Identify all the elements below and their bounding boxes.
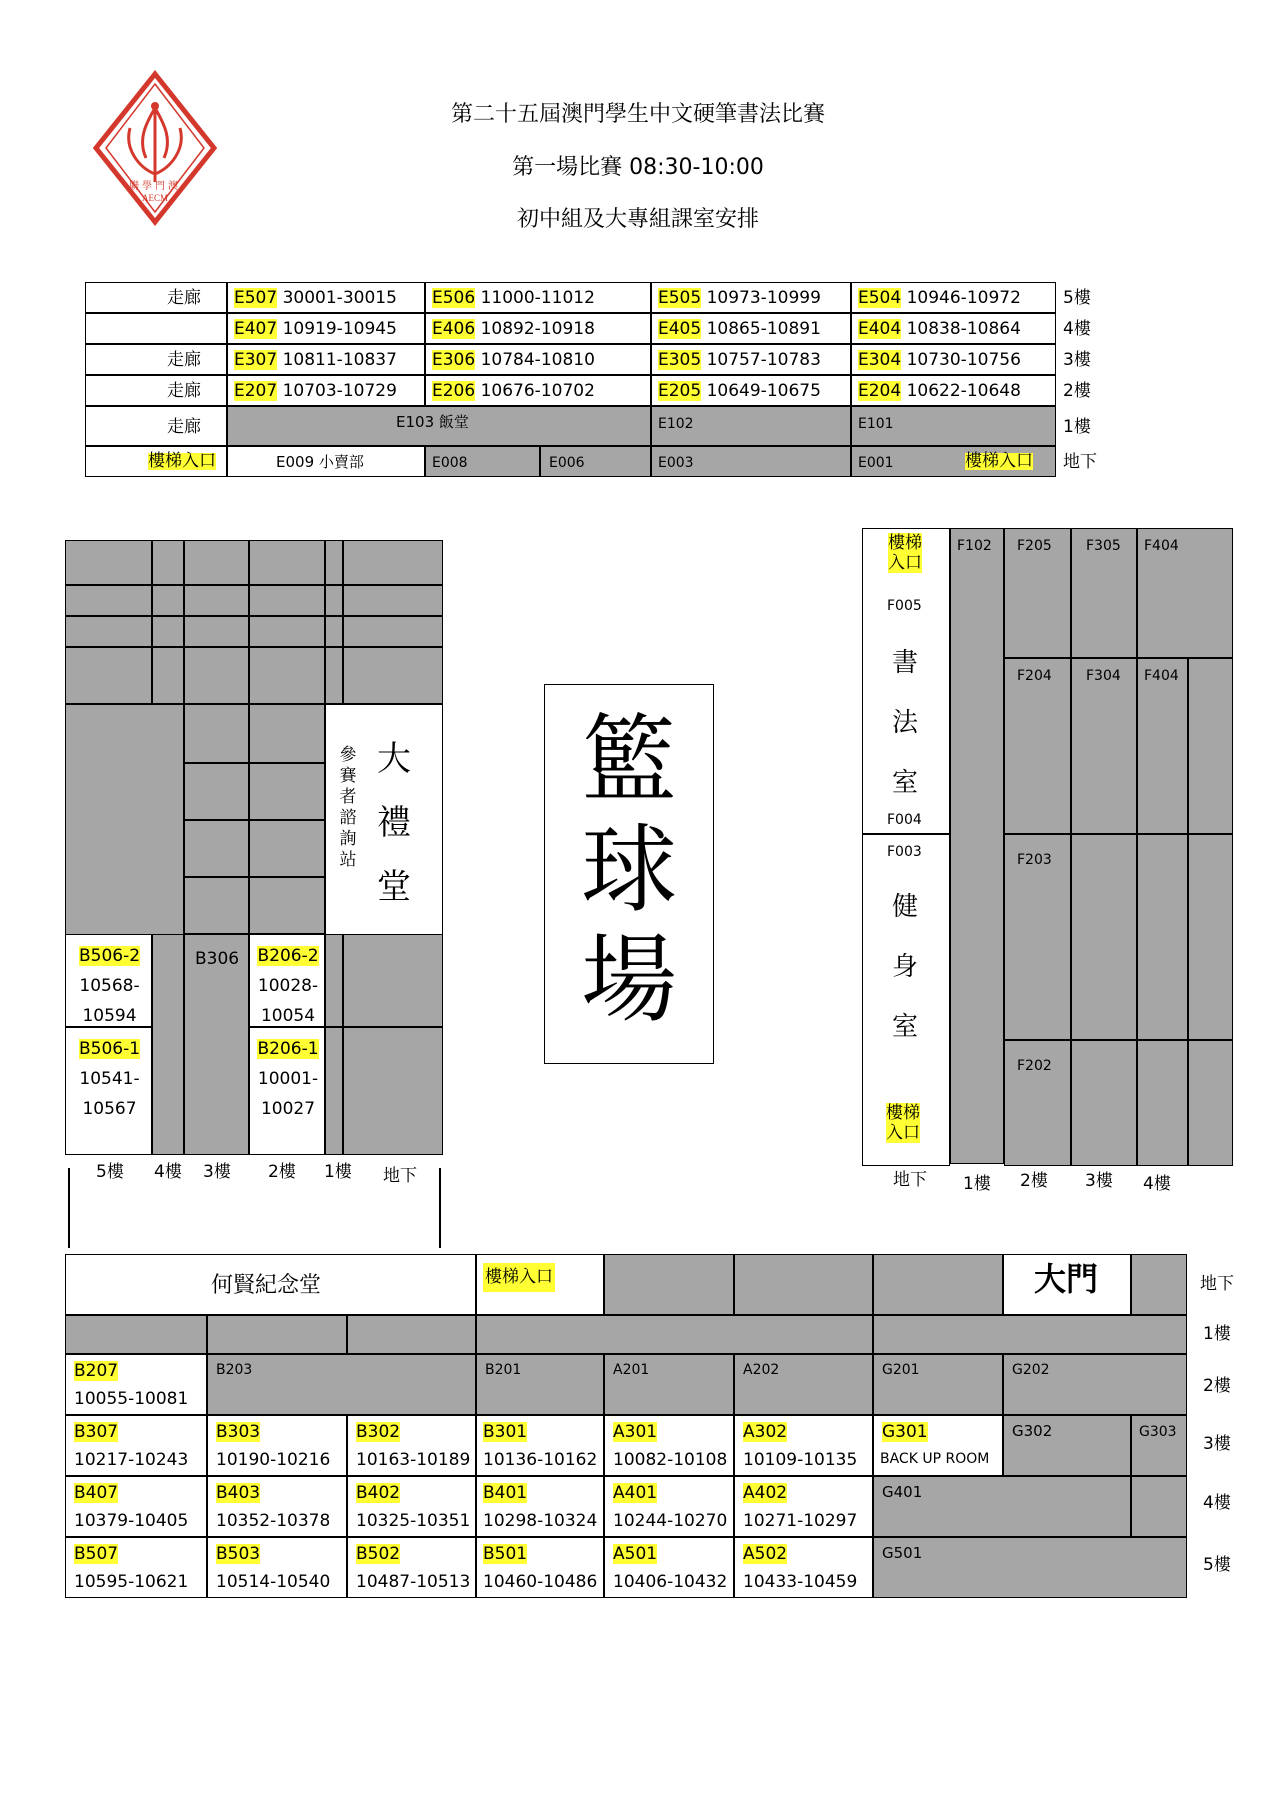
room-b303: B303 10190-10216 [207, 1415, 347, 1476]
room-b501: B501 10460-10486 [476, 1537, 604, 1598]
logo-text: 聯學門澳 [129, 181, 181, 192]
info-desk: 參 賽 者 諮 詢 站 [339, 745, 357, 870]
logo-abbr: AECM [141, 193, 168, 203]
room-a302: A302 10109-10135 [734, 1415, 873, 1476]
room-e307: E307 10811-10837 [227, 344, 425, 375]
room-e404: E404 10838-10864 [851, 313, 1056, 344]
corridor-label: 走廊 [167, 350, 201, 370]
room-g202: G202 [1003, 1354, 1187, 1415]
room-f404: F404 [1137, 658, 1188, 834]
room-e405: E405 10865-10891 [651, 313, 851, 344]
room-b402: B402 10325-10351 [347, 1476, 476, 1537]
room-b403: B403 10352-10378 [207, 1476, 347, 1537]
room-e001: E001 樓梯入口 [851, 446, 1056, 477]
room-f305: F305 [1071, 528, 1137, 658]
room-g303: G303 [1131, 1415, 1187, 1476]
room-b306: B306 [184, 934, 249, 1155]
floor-label: 地下 [383, 1166, 417, 1186]
room-f205: F205 [1004, 528, 1071, 658]
room-e205: E205 10649-10675 [651, 375, 851, 406]
room-e003: E003 [651, 446, 851, 477]
room-e101: E101 [851, 406, 1056, 446]
floor-label: 地下 [1063, 452, 1097, 472]
floor-label: 3樓 [1063, 350, 1091, 370]
room-e505: E505 10973-10999 [651, 282, 851, 313]
room-b207: B207 10055-10081 [65, 1354, 207, 1415]
room-f102: F102 [950, 528, 1004, 1164]
room-a201: A201 [604, 1354, 734, 1415]
floor-label: 5樓 [96, 1162, 124, 1182]
auditorium: 參 賽 者 諮 詢 站 大 禮 堂 [325, 704, 443, 994]
room-g201: G201 [873, 1354, 1003, 1415]
room-f203: F203 [1004, 834, 1071, 1040]
room-b506-2: B506-2 10568- 10594 [65, 934, 152, 1027]
floor-label: 1樓 [1203, 1324, 1231, 1344]
room-e206: E206 10676-10702 [425, 375, 651, 406]
floor-label: 1樓 [1063, 417, 1091, 437]
floor-label: 3樓 [1203, 1434, 1231, 1454]
basketball-court: 籃 球 場 [544, 684, 714, 1064]
room-b507: B507 10595-10621 [65, 1537, 207, 1598]
floor-label: 地下 [1200, 1274, 1234, 1294]
room-a402: A402 10271-10297 [734, 1476, 873, 1537]
floor-label: 4樓 [1203, 1493, 1231, 1513]
room-a502: A502 10433-10459 [734, 1537, 873, 1598]
room-g401: G401 [873, 1476, 1131, 1537]
room-e008: E008 [425, 446, 540, 477]
room-b203: B203 [207, 1354, 476, 1415]
floor-label: 4樓 [1063, 319, 1091, 339]
floor-label: 2樓 [268, 1162, 296, 1182]
room-b401: B401 10298-10324 [476, 1476, 604, 1537]
floor-label: 1樓 [963, 1174, 991, 1194]
room-e406: E406 10892-10918 [425, 313, 651, 344]
room-f404: F404 [1137, 528, 1233, 658]
room-b407: B407 10379-10405 [65, 1476, 207, 1537]
room-e504: E504 10946-10972 [851, 282, 1056, 313]
page-title: 第二十五屆澳門學生中文硬筆書法比賽 [450, 102, 825, 127]
floor-label: 4樓 [1143, 1174, 1171, 1194]
corridor-label: 走廊 [167, 288, 201, 308]
floor-label: 2樓 [1063, 381, 1091, 401]
stair-entrance: 樓梯入口 [148, 451, 216, 471]
room-f202: F202 [1004, 1040, 1071, 1166]
room-b206-2: B206-2 10028- 10054 [249, 934, 325, 1027]
calligraphy-room: 樓梯 入口 F005 書 法 室 F004 [862, 528, 950, 834]
room-b302: B302 10163-10189 [347, 1415, 476, 1476]
floor-label: 1樓 [324, 1162, 352, 1182]
room-e102: E102 [651, 406, 851, 446]
room-b506-1: B506-1 10541- 10567 [65, 1027, 152, 1155]
room-e507: E507 30001-30015 [227, 282, 425, 313]
floor-label: 3樓 [203, 1162, 231, 1182]
room-e009: E009 小賣部 [227, 446, 425, 477]
room-a202: A202 [734, 1354, 873, 1415]
room-e207: E207 10703-10729 [227, 375, 425, 406]
floor-label: 5樓 [1063, 288, 1091, 308]
room-b307: B307 10217-10243 [65, 1415, 207, 1476]
floor-label: 地下 [893, 1170, 927, 1190]
room-g301: G301 BACK UP ROOM [873, 1415, 1003, 1476]
room-e006: E006 [540, 446, 651, 477]
page-subtitle: 初中組及大專組課室安排 [516, 207, 759, 232]
room-e506: E506 11000-11012 [425, 282, 651, 313]
stair-entrance: 樓梯入口 [483, 1263, 555, 1292]
main-gate: 大門 [1003, 1254, 1131, 1315]
room-e306: E306 10784-10810 [425, 344, 651, 375]
room-b206-1: B206-1 10001- 10027 [249, 1027, 325, 1155]
floor-label: 4樓 [154, 1162, 182, 1182]
room-b201: B201 [476, 1354, 604, 1415]
room-f204: F204 [1004, 658, 1071, 834]
room-e103: E103 飯堂 [227, 406, 651, 446]
floor-label: 2樓 [1203, 1376, 1231, 1396]
session-time: 第一場比賽 08:30-10:00 [512, 155, 764, 180]
room-e204: E204 10622-10648 [851, 375, 1056, 406]
gym-room: F003 健 身 室 樓梯 入口 [862, 834, 950, 1166]
room-b301: B301 10136-10162 [476, 1415, 604, 1476]
floor-label: 3樓 [1085, 1171, 1113, 1191]
room-a501: A501 10406-10432 [604, 1537, 734, 1598]
corridor-label: 走廊 [167, 381, 201, 401]
room-g501: G501 [873, 1537, 1187, 1598]
room-e407: E407 10919-10945 [227, 313, 425, 344]
stair-entrance: 樓梯入口 [965, 451, 1033, 471]
room-e304: E304 10730-10756 [851, 344, 1056, 375]
room-b502: B502 10487-10513 [347, 1537, 476, 1598]
floor-label: 2樓 [1020, 1171, 1048, 1191]
room-b503: B503 10514-10540 [207, 1537, 347, 1598]
room-a401: A401 10244-10270 [604, 1476, 734, 1537]
floor-label: 5樓 [1203, 1555, 1231, 1575]
room-e305: E305 10757-10783 [651, 344, 851, 375]
room-g302: G302 [1003, 1415, 1131, 1476]
room-f304: F304 [1071, 658, 1137, 834]
ho-yin-memorial-hall: 何賢紀念堂 [65, 1254, 476, 1315]
corridor-label: 走廊 [167, 417, 201, 437]
room-a301: A301 10082-10108 [604, 1415, 734, 1476]
